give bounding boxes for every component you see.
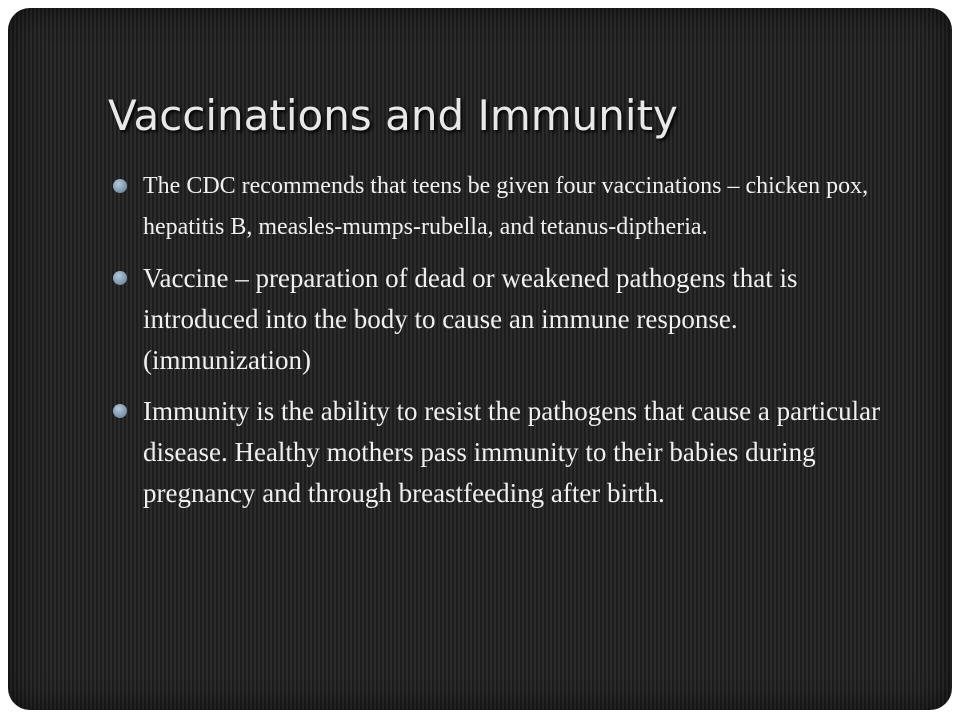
bullet-list (111, 166, 901, 524)
bullet-text: Immunity is the ability to resist the pathogens that cause a particular disease. Healthy mothers pass immunity to their babies during pregnancy and through breastfeeding after birth. (143, 396, 881, 508)
bullet-dot-icon (113, 271, 127, 285)
slide-title: Vaccinations and Immunity (108, 91, 678, 140)
bullet-item-vaccine-definition (111, 258, 901, 381)
bullet-item-cdc-recommendation (111, 166, 901, 248)
slide (8, 8, 952, 710)
bullet-text: Vaccine – preparation of dead or weakened pathogens that is introduced into the body to cause an immune response. (immunization) (143, 263, 798, 375)
bullet-dot-icon (113, 404, 127, 418)
bullet-item-immunity-definition (111, 391, 901, 514)
bullet-dot-icon (113, 179, 127, 193)
bullet-text: The CDC recommends that teens be given four vaccinations – chicken pox, hepatitis B, measles-mumps-rubella, and tetanus-diptheria. (143, 173, 869, 240)
